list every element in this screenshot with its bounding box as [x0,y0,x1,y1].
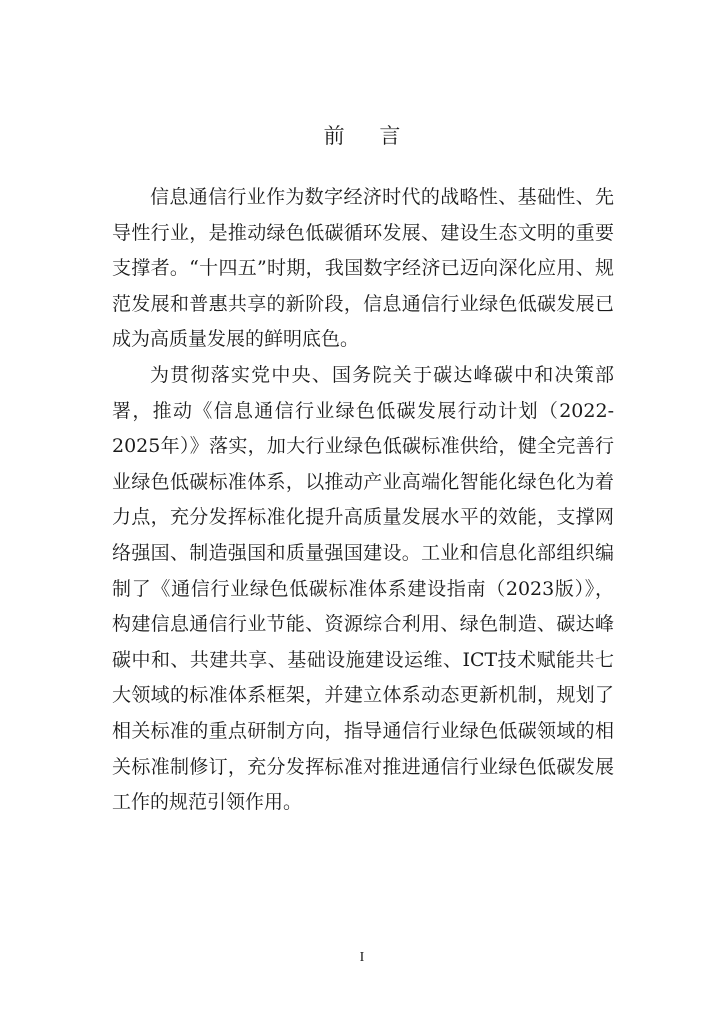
preface-body [112,180,614,821]
paragraph-1: 信息通信行业作为数字经济时代的战略性、基础性、先导性行业，是推动绿色低碳循环发展、建设生态文明的重要支撑者。“十四五”时期，我国数字经济已迈向深化应用、规范发展和普惠共享的新阶段，信息通信行业绿色低碳发展已成为高质量发展的鲜明底色。 [112,186,614,351]
page-number: I [359,950,365,965]
paragraph-2: 为贯彻落实党中央、国务院关于碳达峰碳中和决策部署，推动《信息通信行业绿色低碳发展行动计划（2022-2025年）》落实，加大行业绿色低碳标准供给，健全完善行业绿色低碳标准体系，以推动产业高端化智能化绿色化为着力点，充分发挥标准化提升高质量发展水平的效能，支撑网络强国、制造强国和质量强国建设。工业和信息化部组织编制了《通信行业绿色低碳标准体系建设指南（2023版）》，构建信息通信行业节能、资源综合利用、绿色制造、碳达峰碳中和、共建共享、基础设施建设运维、ICT技术赋能共七大领域的标准体系框架，并建立体系动态更新机制，规划了相关标准的重点研制方向，指导通信行业绿色低碳领域的相关标准制修订，充分发挥标准对推进通信行业绿色低碳发展工作的规范引领作用。 [112,363,614,814]
page-title: 前 言 [323,124,415,148]
